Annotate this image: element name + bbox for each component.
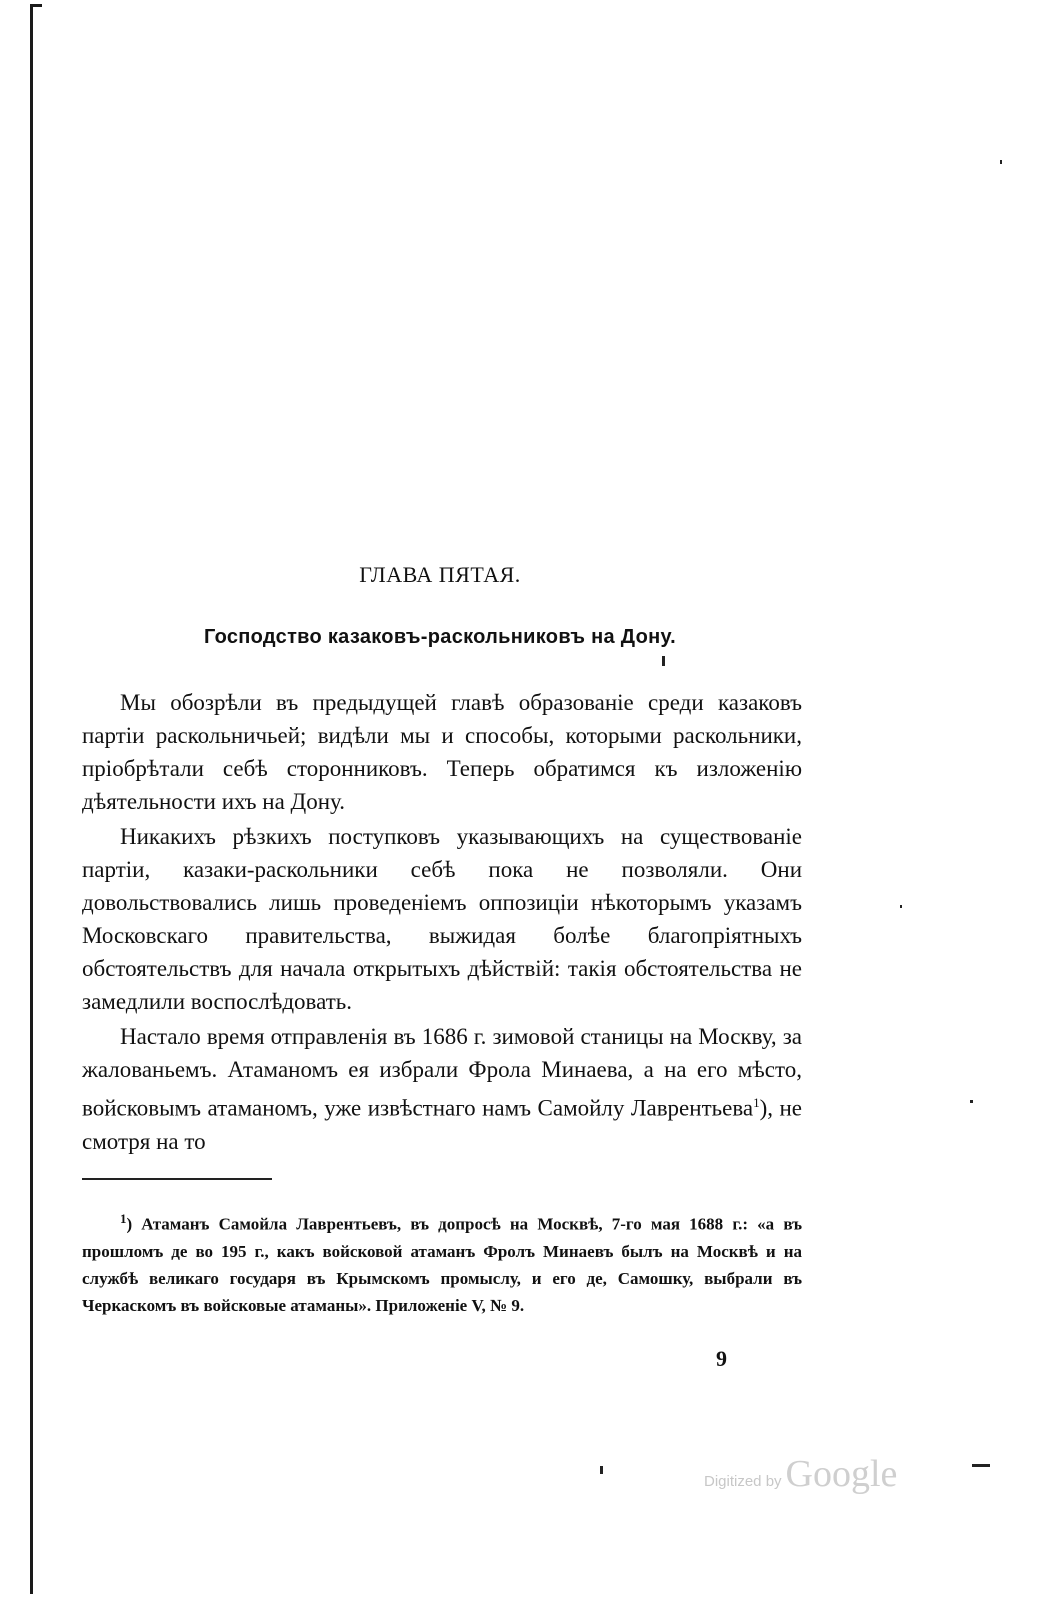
chapter-subtitle: Господство казаковъ-раскольниковъ на Дону. [203, 626, 677, 648]
paragraph-3-tail: ), не смотря на то [82, 1095, 802, 1154]
page-edge-tick [30, 4, 42, 7]
footnote [82, 1205, 802, 1319]
page-number: 9 [716, 1346, 727, 1371]
paragraph-3 [82, 1020, 802, 1158]
paragraph-3-text: Настало время отправленія въ 1686 г. зимовой станицы на Москву, за жалованьемъ. Атаманомъ ея избрали Фрола Минаева, а на его мѣсто, войсковымъ атаманомъ, уже извѣстнаго намъ Самойлу Лаврентьева [82, 1024, 802, 1121]
footnote-text: ) Атаманъ Самойла Лаврентьевъ, въ допросѣ на Москвѣ, 7-го мая 1688 г.: «а въ прошломъ де во 195 г., какъ войсковой атаманъ Фролъ Минаевъ былъ на Москвѣ и на службѣ великаго государя въ Крымскомъ промыслу, и его де, Самошку, выбрали въ Черкаскомъ въ войсковые атаманы». Приложеніе V, № 9. [82, 1214, 802, 1315]
scan-speck [972, 1464, 990, 1467]
footnote-separator [82, 1178, 272, 1180]
digitized-watermark [704, 1452, 897, 1496]
scan-speck [662, 656, 665, 666]
paragraph-1: Мы обозрѣли въ предыдущей главѣ образованіе среди казаковъ партіи раскольничьей; видѣли мы и способы, которыми раскольники, пріобрѣтали себѣ сторонниковъ. Теперь обратимся къ изложенію дѣятельности ихъ на Дону. [82, 690, 802, 814]
chapter-title: ГЛАВА ПЯТАЯ. [359, 562, 521, 587]
scan-speck [970, 1100, 973, 1103]
footnote-marker: 1 [120, 1211, 127, 1226]
scan-speck [600, 1466, 603, 1474]
body-text [82, 686, 802, 1160]
scan-speck [900, 905, 902, 908]
watermark-prefix: Digitized by [704, 1473, 782, 1490]
scan-speck [1000, 160, 1002, 164]
footnote-reference[interactable]: 1 [753, 1095, 760, 1110]
google-logo: Google [785, 1453, 898, 1495]
paragraph-2: Никакихъ рѣзкихъ поступковъ указывающихъ на существованіе партіи, казаки-раскольники себѣ пока не позволяли. Они довольствовались лишь проведеніемъ оппозиціи нѣкоторымъ указамъ Московскаго правительства, выжидая болѣе благопріятныхъ обстоятельствъ для начала открытыхъ дѣйствій: такія обстоятельства не замедлили воспослѣдовать. [82, 824, 802, 1014]
page-edge-line [30, 4, 33, 1594]
